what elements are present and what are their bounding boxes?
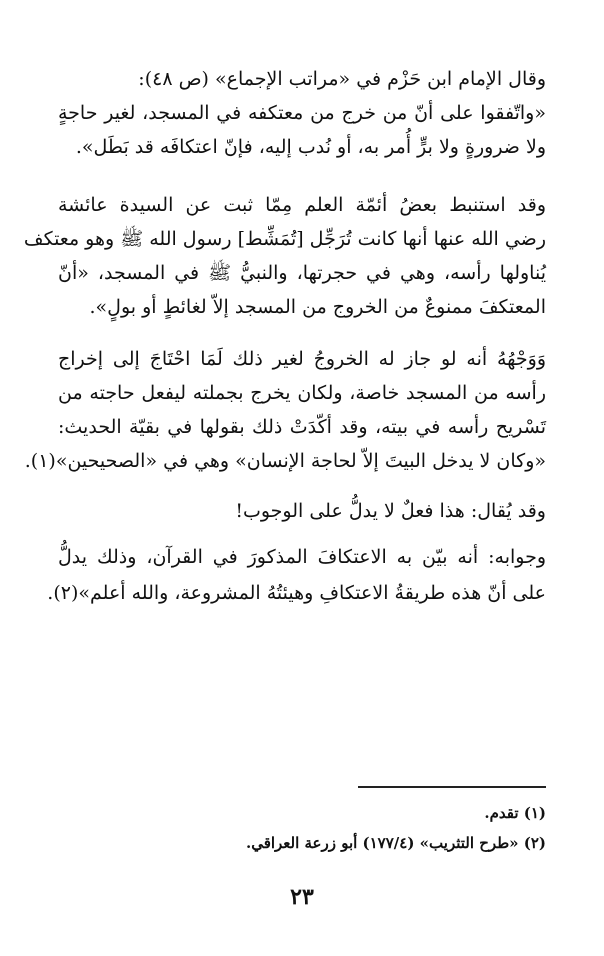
- text-line: وقد استنبط بعضُ أئمّة العلم مِمّا ثبت عن السيدة عائشة: [58, 194, 546, 216]
- text-line: وجوابه: أنه بيّن به الاعتكافَ المذكورَ في القرآن، وذلك يدلُّ: [58, 546, 546, 568]
- footnote: (٢) «طرح التثريب» (١٧٧/٤) أبو زرعة العراقي.: [245, 834, 546, 852]
- text-line: وَوَجْهُهُ أنه لو جاز له الخروجُ لغير ذلك لَمَا احْتَاجَ إلى إخراج: [58, 348, 546, 370]
- text-line: تَسْريح رأسه في بيته، وقد أكّدَتْ ذلك بقولها في بقيّة الحديث:: [58, 416, 546, 438]
- text-line: على أنّ هذه طريقةُ الاعتكافِ وهيئتُهُ المشروعة، والله أعلم»(٢).: [47, 582, 546, 604]
- footnote-separator: [358, 786, 546, 788]
- text-line: «واتّفقوا على أنّ من خرج من معتكفه في المسجد، لغير حاجةٍ: [58, 102, 546, 124]
- text-line: وقال الإمام ابن حَزْم في «مراتب الإجماع» (ص ٤٨):: [138, 68, 546, 90]
- text-line: رضي الله عنها أنها كانت تُرَجِّل [تُمَشِّط] رسول الله ﷺ وهو معتكف: [23, 228, 546, 250]
- footnote: (١) تقدم.: [484, 804, 546, 822]
- text-line: رأسه من المسجد خاصة، ولكان يخرج بجملته ليفعل حاجته من: [58, 382, 546, 404]
- text-line: «وكان لا يدخل البيتَ إلاّ لحاجة الإنسان» وهي في «الصحيحين»(١).: [24, 450, 546, 472]
- text-line: وقد يُقال: هذا فعلٌ لا يدلُّ على الوجوب!: [235, 500, 546, 522]
- page-number: ٢٣: [290, 884, 314, 910]
- text-line: المعتكفَ ممنوعٌ من الخروج من المسجد إلاّ لغائطٍ أو بولٍ».: [89, 296, 546, 318]
- text-line: ولا ضرورةٍ ولا برٍّ أُمر به، أو نُدب إليه، فإنّ اعتكافَه قد بَطَل».: [75, 136, 546, 158]
- text-line: يُناولها رأسه، وهي في حجرتها، والنبيُّ ﷺ في المسجد، «أنّ: [58, 262, 546, 284]
